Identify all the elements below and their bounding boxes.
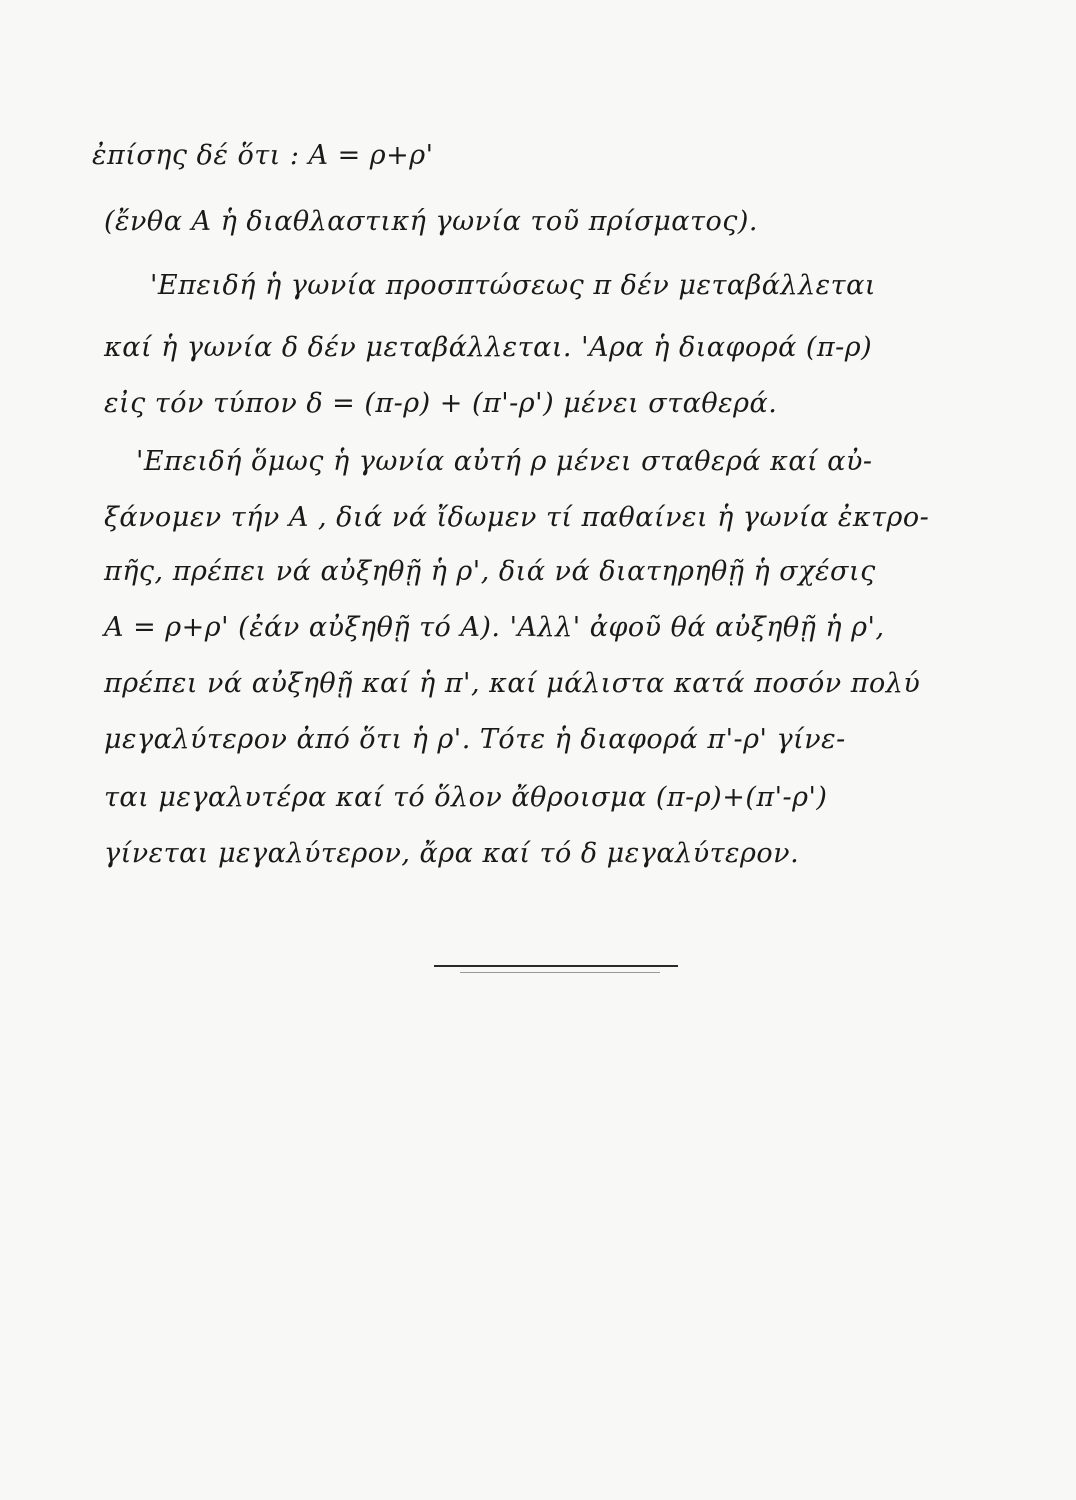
- text-line: ξάνομεν τήν A , διά νά ἴδωμεν τί παθαίνει ἡ γωνία ἐκτρο-: [104, 502, 930, 533]
- text-line: 'Επειδή ἡ γωνία προσπτώσεως π δέν μεταβάλλεται: [150, 270, 876, 301]
- text-line: εἰς τόν τύπον δ = (π-ρ) + (π'-ρ') μένει σταθερά.: [104, 388, 778, 419]
- text-line: ἐπίσης δέ ὅτι : A = ρ+ρ': [92, 140, 434, 171]
- text-line: 'Επειδή ὅμως ἡ γωνία αὐτή ρ μένει σταθερά καί αὐ-: [136, 446, 873, 477]
- text-line: A = ρ+ρ' (ἐάν αὐξηθῇ τό A). 'Αλλ' ἀφοῦ θά αὐξηθῇ ἡ ρ',: [104, 612, 885, 643]
- text-line: πῆς, πρέπει νά αὐξηθῇ ἡ ρ', διά νά διατηρηθῇ ἡ σχέσις: [104, 556, 876, 587]
- text-line: καί ἡ γωνία δ δέν μεταβάλλεται. 'Αρα ἡ διαφορά (π-ρ): [104, 332, 873, 363]
- section-divider-underline: [460, 972, 660, 973]
- text-line: ται μεγαλυτέρα καί τό ὅλον ἄθροισμα (π-ρ)+(π'-ρ'): [104, 782, 828, 813]
- text-line: γίνεται μεγαλύτερον, ἄρα καί τό δ μεγαλύτερον.: [104, 838, 800, 869]
- section-divider: [434, 965, 678, 967]
- text-line: πρέπει νά αὐξηθῇ καί ἡ π', καί μάλιστα κατά ποσόν πολύ: [104, 668, 921, 699]
- text-line: μεγαλύτερον ἀπό ὅτι ἡ ρ'. Τότε ἡ διαφορά π'-ρ' γίνε-: [104, 724, 846, 755]
- text-line: (ἔνθα A ἡ διαθλαστική γωνία τοῦ πρίσματος).: [104, 206, 758, 237]
